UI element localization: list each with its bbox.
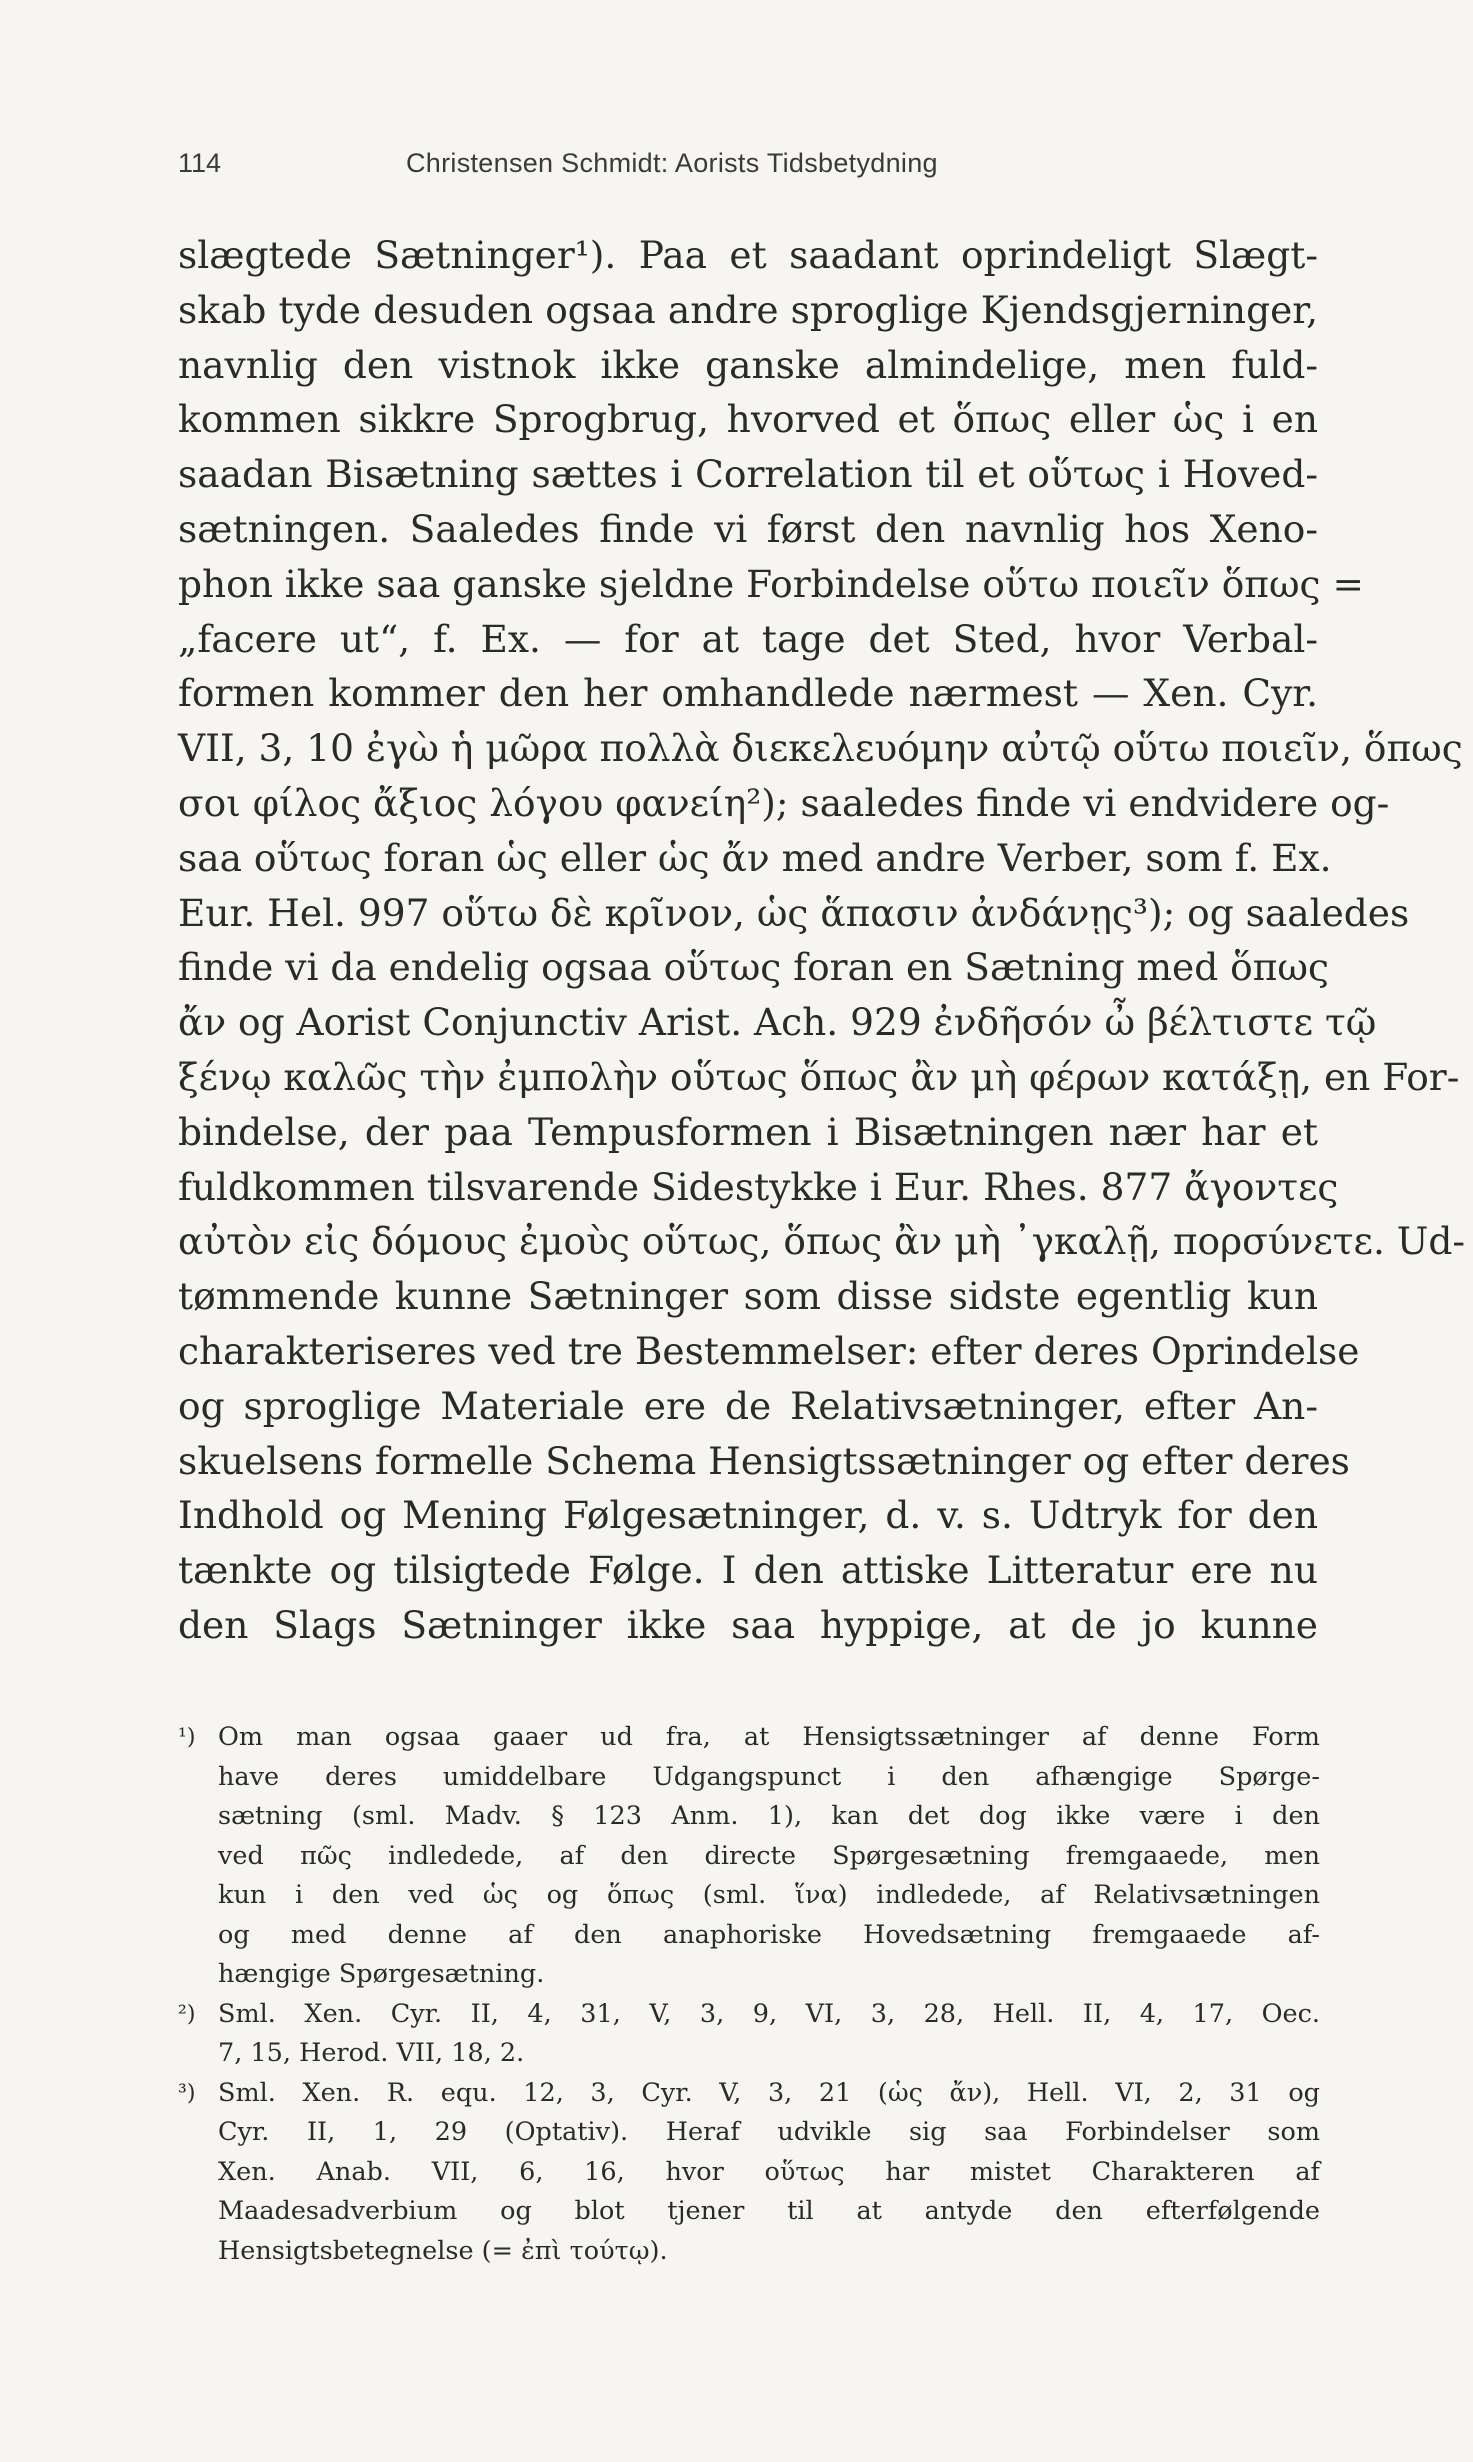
body-line: σοι φίλος ἄξιος λόγου φανείη²); saaledes finde vi endvidere og- — [178, 780, 1390, 825]
body-line: ἄν og Aorist Conjunctiv Arist. Ach. 929 ἐνδῆσόν ὦ βέλτιστε τῷ — [178, 1000, 1377, 1045]
footnote-line: hængige Spørgesætning. — [218, 1959, 545, 1989]
footnote-line: sætning (sml. Madv. § 123 Anm. 1), kan det dog ikke være i den — [218, 1801, 1320, 1831]
body-line: skuelsens formelle Schema Hensigtssætninger og efter deres — [178, 1438, 1350, 1483]
footnote — [178, 1995, 1320, 2074]
body-line: slægtede Sætninger¹). Paa et saadant oprindeligt Slægt- — [178, 233, 1318, 277]
body-line: Eur. Hel. 997 οὕτω δὲ κρῖνον, ὡς ἅπασιν ἀνδάνῃς³); og saaledes — [178, 890, 1410, 935]
body-line: skab tyde desuden ogsaa andre sproglige Kjendsgjerninger, — [178, 287, 1318, 332]
body-line: Indhold og Mening Følgesætninger, d. v. s. Udtryk for den — [178, 1493, 1318, 1538]
footnote — [178, 2074, 1320, 2272]
body-line: „facere ut“, f. Ex. — for at tage det Sted, hvor Verbal- — [178, 616, 1318, 661]
footnote-line: Sml. Xen. R. equ. 12, 3, Cyr. V, 3, 21 (ὡς ἄν), Hell. VI, 2, 31 og — [218, 2077, 1320, 2108]
body-text — [178, 228, 1466, 1653]
footnote-line: og med denne af den anaphoriske Hovedsætning fremgaaede af- — [218, 1919, 1320, 1950]
footnote-line: have deres umiddelbare Udgangspunct i den afhængige Spørge- — [218, 1761, 1320, 1792]
page-number: 114 — [178, 148, 222, 178]
body-line: saa οὕτως foran ὡς eller ὡς ἄν med andre Verber, som f. Ex. — [178, 835, 1332, 880]
footnote-marker: ³) — [178, 2080, 196, 2106]
body-line: tænkte og tilsigtede Følge. I den attiske Litteratur ere nu — [178, 1548, 1318, 1593]
footnote-line: Sml. Xen. Cyr. II, 4, 31, V, 3, 9, VI, 3, 28, Hell. II, 4, 17, Oec. — [218, 1998, 1320, 2029]
body-line: og sproglige Materiale ere de Relativsætninger, efter An- — [178, 1383, 1318, 1428]
footnote-line: 7, 15, Herod. VII, 18, 2. — [218, 2038, 525, 2068]
footnote-marker: ²) — [178, 2001, 196, 2027]
footnotes — [178, 1718, 1320, 2271]
footnote-line: kun i den ved ὡς og ὅπως (sml. ἵνα) indledede, af Relativsætningen — [218, 1880, 1320, 1910]
footnote-line: Xen. Anab. VII, 6, 16, hvor οὕτως har mistet Charakteren af — [218, 2156, 1320, 2187]
running-title: Christensen Schmidt: Aorists Tidsbetydning — [406, 148, 938, 178]
footnote-line: Om man ogsaa gaaer ud fra, at Hensigtssætninger af denne Form — [218, 1722, 1320, 1752]
body-line: finde vi da endelig ogsaa οὕτως foran en Sætning med ὅπως — [178, 945, 1329, 990]
body-line: fuldkommen tilsvarende Sidestykke i Eur. Rhes. 877 ἄγοντες — [178, 1164, 1339, 1209]
body-line: saadan Bisætning sættes i Correlation til et οὕτως i Hoved- — [178, 452, 1318, 497]
body-line: tømmende kunne Sætninger som disse sidste egentlig kun — [178, 1274, 1318, 1319]
body-line: kommen sikkre Sprogbrug, hvorved et ὅπως eller ὡς i en — [178, 397, 1318, 442]
footnote-marker: ¹) — [178, 1725, 196, 1750]
body-line: sætningen. Saaledes finde vi først den navnlig hos Xeno- — [178, 506, 1318, 551]
page-header — [178, 148, 1318, 188]
footnote-line: Hensigtsbetegnelse (= ἐπὶ τούτῳ). — [218, 2235, 668, 2266]
body-line: bindelse, der paa Tempusformen i Bisætningen nær har et — [178, 1109, 1318, 1154]
body-line: charakteriseres ved tre Bestemmelser: efter deres Oprindelse — [178, 1328, 1360, 1373]
body-line: ξένῳ καλῶς τὴν ἐμπολὴν οὕτως ὅπως ἂν μὴ φέρων κατάξῃ, en For- — [178, 1054, 1460, 1099]
footnote-line: ved πῶς indledede, af den directe Spørgesætning fremgaaede, men — [218, 1840, 1320, 1871]
body-line: phon ikke saa ganske sjeldne Forbindelse οὕτω ποιεῖν ὅπως = — [178, 561, 1364, 606]
body-line: navnlig den vistnok ikke ganske almindelige, men fuld- — [178, 342, 1318, 387]
footnote — [178, 1718, 1320, 1995]
body-line: formen kommer den her omhandlede nærmest — Xen. Cyr. — [178, 671, 1318, 716]
body-line: den Slags Sætninger ikke saa hyppige, at de jo kunne — [178, 1602, 1318, 1647]
footnote-line: Cyr. II, 1, 29 (Optativ). Heraf udvikle sig saa Forbindelser som — [218, 2117, 1320, 2147]
body-line: VII, 3, 10 ἐγὼ ἡ μῶρα πολλὰ διεκελευόμην αὐτῷ οὕτω ποιεῖν, ὅπως — [178, 726, 1463, 771]
footnote-line: Maadesadverbium og blot tjener til at antyde den efterfølgende — [218, 2196, 1320, 2226]
body-line: αὐτὸν εἰς δόμους ἐμοὺς οὕτως, ὅπως ἂν μὴ ᾿γκαλῇ, πορσύνετε. Ud- — [178, 1219, 1466, 1264]
